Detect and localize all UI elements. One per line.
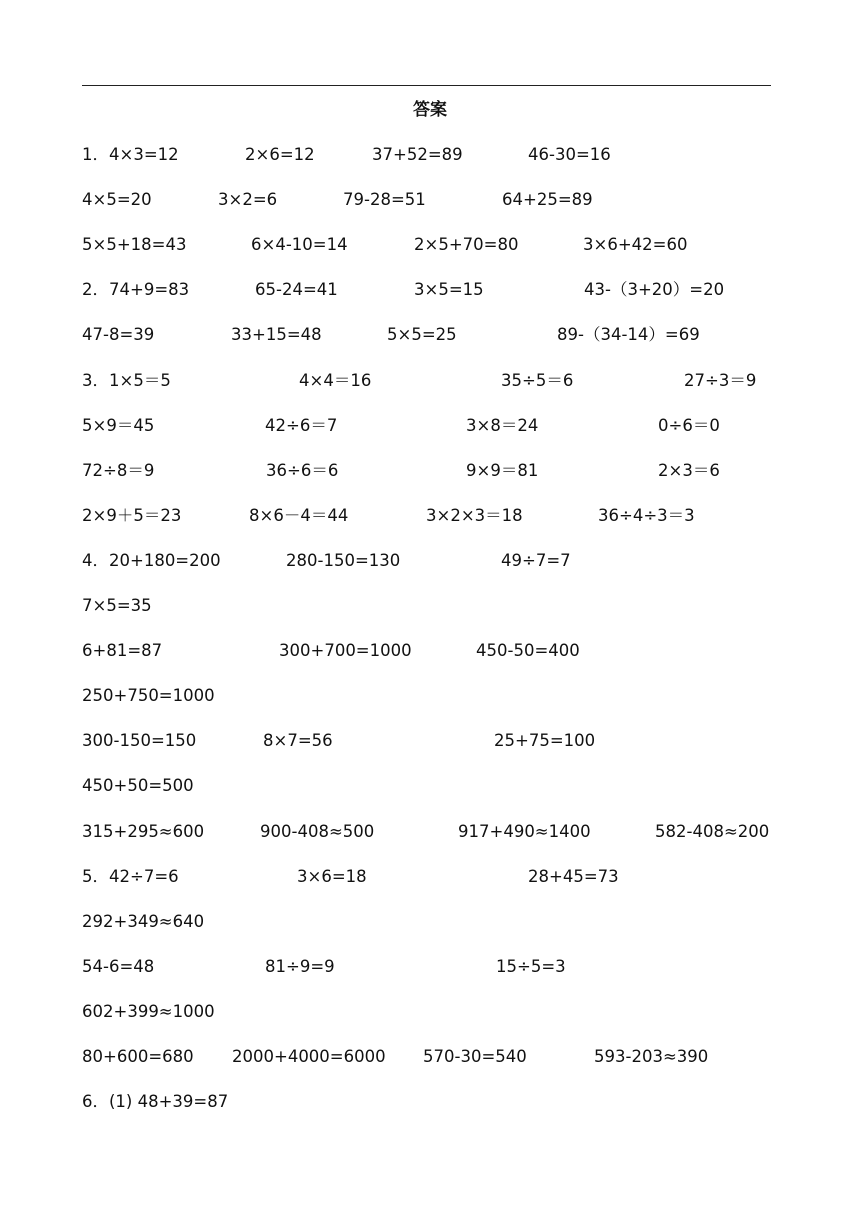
answer-item: 4×5=20: [82, 190, 152, 209]
answer-row: [0, 729, 860, 753]
answer-item: 35÷5＝6: [501, 371, 574, 390]
answer-item: 4×4＝16: [299, 371, 372, 390]
answer-item: 2×9＋5＝23: [82, 506, 182, 525]
answer-item: 89-（34-14）=69: [557, 325, 700, 344]
answer-item: 43-（3+20）=20: [584, 280, 725, 299]
answer-item: 3×6=18: [297, 867, 367, 886]
answer-item: 5×9＝45: [82, 416, 155, 435]
answer-item: 1．4×3=12: [82, 145, 179, 164]
answer-row: [0, 549, 860, 573]
answer-item: 37+52=89: [372, 145, 463, 164]
answer-item: 9×9＝81: [466, 461, 539, 480]
answer-item: 250+750=1000: [82, 686, 215, 705]
answer-item: 917+490≈1400: [458, 822, 591, 841]
answer-item: 6×4-10=14: [251, 235, 348, 254]
answer-item: 6．(1) 48+39=87: [82, 1092, 229, 1111]
answer-row: [0, 865, 860, 889]
answer-item: 54-6=48: [82, 957, 155, 976]
top-divider-line: [82, 85, 771, 86]
answer-item: 300+700=1000: [279, 641, 412, 660]
answer-item: 602+399≈1000: [82, 1002, 215, 1021]
answer-row: [0, 143, 860, 167]
answer-item: 25+75=100: [494, 731, 596, 750]
answer-row: [0, 1090, 860, 1114]
answer-item: 900-408≈500: [260, 822, 375, 841]
answer-item: 4．20+180=200: [82, 551, 221, 570]
answer-item: 2×3＝6: [658, 461, 720, 480]
answer-item: 33+15=48: [231, 325, 322, 344]
answer-item: 5×5=25: [387, 325, 457, 344]
answer-item: 80+600=680: [82, 1047, 194, 1066]
answer-row: [0, 188, 860, 212]
answer-item: 280-150=130: [286, 551, 401, 570]
answer-item: 64+25=89: [502, 190, 593, 209]
answer-item: 292+349≈640: [82, 912, 205, 931]
answer-row: [0, 684, 860, 708]
answer-row: [0, 459, 860, 483]
answer-item: 0÷6＝0: [658, 416, 720, 435]
answer-item: 81÷9=9: [265, 957, 335, 976]
answer-item: 46-30=16: [528, 145, 611, 164]
answer-row: [0, 278, 860, 302]
answer-item: 36÷6＝6: [266, 461, 339, 480]
answer-item: 79-28=51: [343, 190, 426, 209]
answer-row: [0, 1000, 860, 1024]
answer-row: [0, 639, 860, 663]
answer-item: 65-24=41: [255, 280, 338, 299]
answer-row: [0, 774, 860, 798]
answer-item: 3×5=15: [414, 280, 484, 299]
answer-item: 49÷7=7: [501, 551, 571, 570]
answer-item: 3×8＝24: [466, 416, 539, 435]
answer-item: 450-50=400: [476, 641, 580, 660]
answer-item: 2×6=12: [245, 145, 315, 164]
answer-row: [0, 504, 860, 528]
answer-row: [0, 820, 860, 844]
answer-item: 450+50=500: [82, 776, 194, 795]
answer-row: [0, 1045, 860, 1069]
answer-item: 47-8=39: [82, 325, 155, 344]
answer-row: [0, 369, 860, 393]
answer-item: 2×5+70=80: [414, 235, 519, 254]
answer-row: [0, 323, 860, 347]
answer-item: 593-203≈390: [594, 1047, 709, 1066]
answer-item: 8×7=56: [263, 731, 333, 750]
answer-item: 3×2×3＝18: [426, 506, 523, 525]
answer-item: 2．74+9=83: [82, 280, 190, 299]
answer-row: [0, 594, 860, 618]
answer-item: 3×6+42=60: [583, 235, 688, 254]
answer-heading: 答案: [413, 100, 447, 120]
answer-row: [0, 955, 860, 979]
answer-item: 27÷3＝9: [684, 371, 757, 390]
answer-row: [0, 910, 860, 934]
answer-item: 72÷8＝9: [82, 461, 155, 480]
answer-item: 15÷5=3: [496, 957, 566, 976]
answer-item: 315+295≈600: [82, 822, 205, 841]
answer-item: 36÷4÷3＝3: [598, 506, 695, 525]
answer-item: 7×5=35: [82, 596, 152, 615]
answer-item: 6+81=87: [82, 641, 163, 660]
answer-row: [0, 233, 860, 257]
answer-item: 2000+4000=6000: [232, 1047, 386, 1066]
answer-item: 582-408≈200: [655, 822, 770, 841]
answer-item: 3×2=6: [218, 190, 278, 209]
answer-item: 42÷6＝7: [265, 416, 338, 435]
answer-item: 8×6－4＝44: [249, 506, 349, 525]
answer-item: 300-150=150: [82, 731, 197, 750]
answer-item: 5．42÷7=6: [82, 867, 179, 886]
answer-row: [0, 414, 860, 438]
answer-item: 570-30=540: [423, 1047, 527, 1066]
answer-item: 28+45=73: [528, 867, 619, 886]
answer-item: 3．1×5＝5: [82, 371, 171, 390]
answer-item: 5×5+18=43: [82, 235, 187, 254]
